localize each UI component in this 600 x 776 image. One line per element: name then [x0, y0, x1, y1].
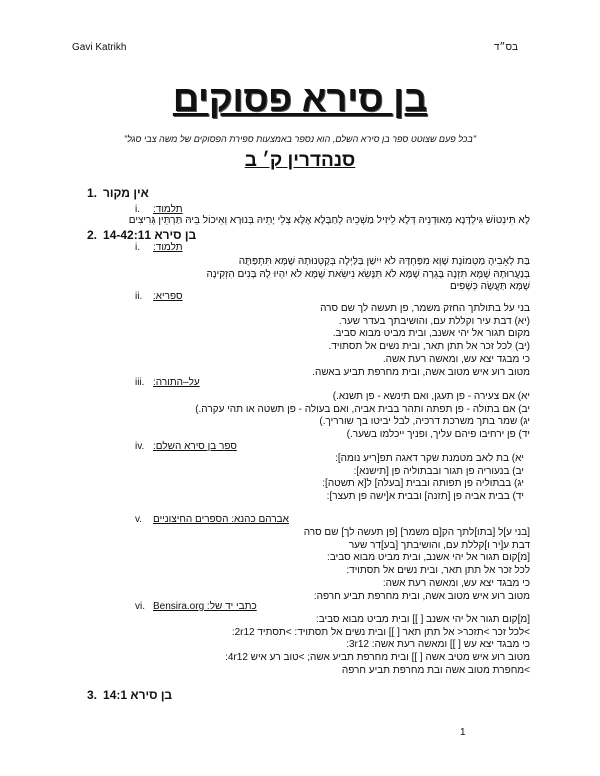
- subsection-heading: [135, 377, 200, 388]
- quote-line: יג) בבתוליה פן תפותה ובבית [בעלה] ל[א תשטה]:: [322, 478, 524, 490]
- quote-line: כי מבגד יצא עש [ ]] ומאשה רעת אשה: 3r12:: [346, 639, 530, 651]
- section-heading: [87, 688, 172, 702]
- section-title: אין מקור: [103, 186, 149, 200]
- quote-line: בַּת לְאָבִיהָ מַטְמוֹנֶת שָׁוְא מִפַּחְדָּהּ לֹא יִישַׁן בַּלַּיְלָה בְּקַטְנוּתָהּ שֶׁמָּא תִּתְפַּתֶּה: [238, 256, 530, 267]
- source-title: סנהדרין ק׳ ב: [244, 150, 356, 171]
- quote-line: מקום תגור אל יהי אשנב, ובית מביט מבוא סביב.: [332, 328, 530, 340]
- quote-line: מטוב רוע איש מטיב אשה [ ]] ובית מחרפת תביע אשה; >טוב רע איש 4r12:: [225, 652, 530, 664]
- quote-line: יד) בבית אביה פן [תזנה] ובבית א[ישה פן תעצר]:: [326, 491, 524, 503]
- quote-line: כי מבגד יצא עש, ומאשה רעת אשה:: [382, 577, 530, 589]
- section-heading: [87, 228, 196, 242]
- subsection-number: i.: [135, 204, 140, 215]
- quote-line: יג) שמר בתך משרכת דרכיה, לבל יביטו בך שורריך.): [319, 416, 530, 428]
- page-subtitle: "בכל פעם שצוטט ספר בן סירא השלם, הוא נספר באמצעות ספירת הפסוקים של משה צבי סגל": [123, 134, 477, 144]
- quote-block: [129, 215, 530, 228]
- quote-line: [מ]קום תגור אל יהי אשנב [ ]] ובית מביט מבוא סביב:: [315, 614, 530, 625]
- quote-block: [225, 614, 530, 678]
- quote-line: [בני ע]ל [בתו]לתך הק[ם משמר] [פן תעשה לך] שם סרה: [303, 527, 530, 538]
- subsection-label: תלמוד:: [153, 204, 183, 215]
- quote-block: [206, 256, 530, 294]
- quote-line: מטוב רוע איש מטוב אשה, ובית מחרפת תביע באשה.: [312, 366, 530, 378]
- section-number: 3.: [87, 688, 98, 702]
- section-heading: [87, 186, 149, 200]
- subsection-heading: [135, 291, 183, 302]
- quote-line: >מחפרת מטוב אשה ובת מחרפת תביע חרפה: [341, 664, 530, 676]
- subsection-label: אברהם כהנא: הספרים החיצוניים: [153, 514, 289, 525]
- quote-line: יא) בת לאב מטמנת שקר דאגה תפ[ריע נומה]:: [335, 453, 524, 464]
- subsection-label: על–התורה:: [153, 377, 200, 388]
- header-author: Gavi Katrikh: [72, 42, 127, 53]
- subsection-heading: [135, 514, 289, 525]
- subsection-heading: [135, 601, 257, 612]
- quote-line: [מ]קום תגור אל יהי אשנב, ובית מביט מבוא סביב:: [327, 552, 530, 564]
- page-title: בן סירא פסוקים: [172, 78, 428, 119]
- quote-line: בְּנַעֲרוּתָהּ שֶׁמָּא תִּזְנֶה בָּגְרָה שֶׁמָּא לֹא תִּנָּשֵׂא נִישֵּׂאת שֶׁמָּא לֹא יִהְיוּ לָהּ בָּנִים הִזְקִינָה: [206, 268, 530, 280]
- subsection-number: vi.: [135, 601, 145, 612]
- subsection-label: ספריא:: [153, 291, 183, 302]
- quote-block: [304, 527, 530, 603]
- quote-line: שֶׁמָּא תַּעֲשֶׂה כְּשָׁפִים: [450, 281, 530, 293]
- section-number: 1.: [87, 186, 98, 200]
- quote-block: [322, 453, 524, 504]
- quote-line: יד) פן ירחיבו פיהם עליך, ופניך ייכלמו בשער.): [346, 429, 530, 441]
- section-title: בן סירא 14:1: [103, 688, 173, 702]
- quote-line: מטוב רוע איש מטוב אשה, ובית מחרפת תביע חרפה:: [313, 590, 530, 602]
- subsection-label: תלמוד:: [153, 242, 183, 253]
- quote-line: (יב) לכל זכר אל תתן תאר, ובית נשים אל תסתויד.: [328, 341, 530, 353]
- subsection-number: ii.: [135, 291, 143, 302]
- quote-line: יב) אם בתולה - פן תפתה ותהר בבית אביה, ואם בעולה - פן תשטה או תהי עקרה.): [195, 403, 530, 415]
- subsection-heading: [135, 204, 183, 215]
- quote-line: דבת ע[יר ו]קללת עם, והושיבתך [בע]דר שער: [348, 539, 530, 551]
- quote-line: >לכל זכר >תזכר< אל תתן תאר [ ]] ובית נשים אל תסתויד: >תסתיד 2r12:: [231, 626, 530, 638]
- subsection-number: i.: [135, 242, 140, 253]
- quote-line: לכל זכר אל תתן תאר, ובית נשים אל תסתויד:: [346, 565, 530, 577]
- subsection-label: כתבי יד של: Bensira.org: [153, 601, 257, 612]
- quote-line: (יא) דבת עיר וקללת עם, והושיבתך בעדר שער.: [338, 315, 530, 327]
- subsection-number: v.: [135, 514, 143, 525]
- subsection-heading: [135, 441, 237, 452]
- quote-block: [195, 391, 530, 442]
- quote-line: לָא תִּינְטוֹשׁ גִּילְדָּנָא מֵאוּדְנֵיהּ דְּלָא לֵיזִיל מַשְׁכֵיהּ לְחַבָּלָא אֶלָּא צְלֵי יָתֵיהּ בְּנוּרָא וְאֵיכוֹל בֵּיהּ תַּרְתֵּין גְּרִיצִים: [128, 215, 530, 226]
- quote-line: כי מבגד יצא עש, ומאשה רעת אשה.: [382, 353, 530, 365]
- quote-block: [312, 303, 530, 379]
- subsection-number: iv.: [135, 441, 145, 452]
- section-title: בן סירא 14-42:11: [103, 228, 197, 242]
- subsection-label: ספר בן סירא השלם:: [153, 441, 237, 452]
- subsection-heading: [135, 242, 183, 253]
- quote-line: בני על בתולתך החזק משמר, פן תעשה לך שם סרה: [320, 303, 530, 314]
- quote-line: יא) אם צעירה - פן תעגן, ואם תינשא - פן תשנא.): [332, 391, 530, 402]
- section-number: 2.: [87, 228, 98, 242]
- subsection-number: iii.: [135, 377, 145, 388]
- quote-line: יב) בנעוריה פן תגור ובבתוליה פן [תישנא]:: [353, 465, 524, 477]
- header-bsd: בס״ד: [493, 42, 518, 53]
- page-number: 1: [460, 727, 466, 738]
